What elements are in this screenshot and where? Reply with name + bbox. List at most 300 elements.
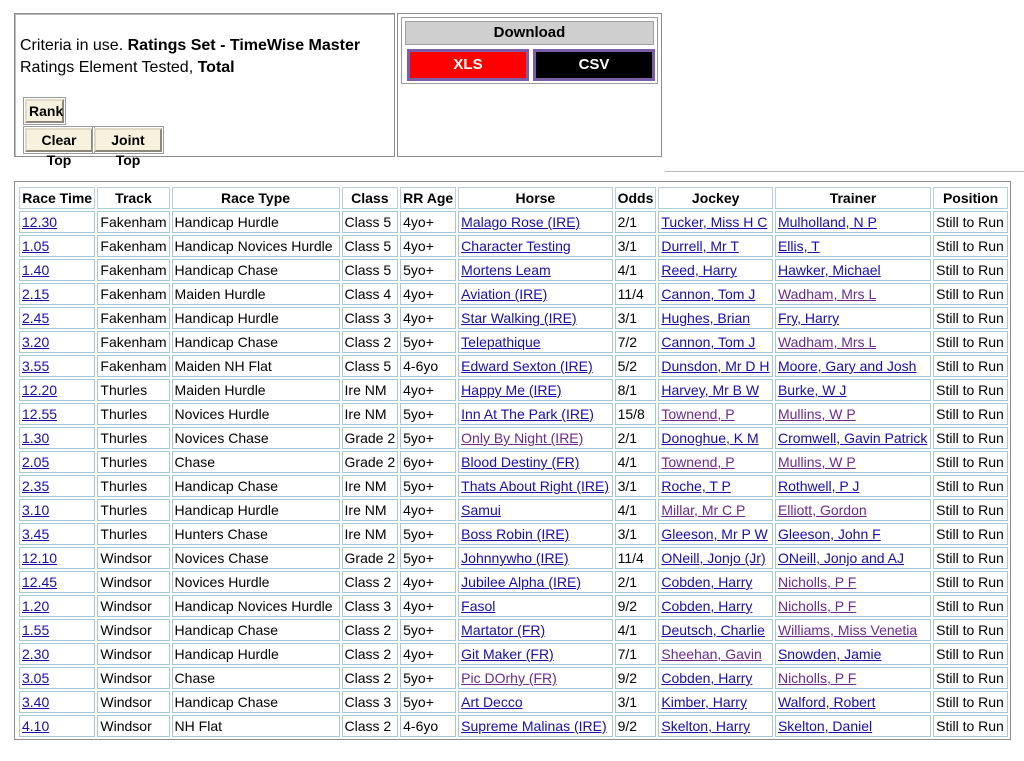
odds-cell-cell: 2/1 [615,571,657,593]
age-cell-cell: 5yo+ [400,547,456,569]
trainer-link[interactable]: Rothwell, P J [777,478,860,494]
jockey-cell [658,475,773,497]
race-time-cell [19,235,95,257]
race-time-link[interactable]: 12.55 [22,406,58,422]
race-time-link[interactable]: 2.35 [22,478,50,494]
horse-cell [458,667,612,689]
horse-cell [458,451,612,473]
odds-cell-cell: 9/2 [615,595,657,617]
position-cell-cell: Still to Run [933,427,1008,449]
trainer-link[interactable]: Williams, Miss Venetia [777,622,918,638]
trainer-link[interactable]: Cromwell, Gavin Patrick [777,430,928,446]
trainer-link[interactable]: Wadham, Mrs L [777,286,877,302]
track-cell-cell: Fakenham [97,259,169,281]
jockey-link[interactable]: Hughes, Brian [661,310,751,326]
table-row [19,259,1008,281]
column-header-class: Class [342,187,399,209]
class-cell-cell: Class 2 [342,643,399,665]
horse-cell [458,355,612,377]
position-cell-cell: Still to Run [933,451,1008,473]
ratings-element-value: Total [197,59,235,76]
horse-cell [458,283,612,305]
horse-link[interactable]: Johnnywho (IRE) [461,550,569,566]
age-cell-cell: 5yo+ [400,523,456,545]
horse-cell [458,691,612,713]
download-title: Download [405,21,654,45]
horse-cell [458,403,612,425]
ratings-element-label: Ratings Element Tested, [20,59,194,76]
age-cell-cell: 4yo+ [400,283,456,305]
horse-link[interactable]: Happy Me (IRE) [461,382,562,398]
jockey-link[interactable]: Durrell, Mr T [661,238,739,254]
trainer-cell [775,619,931,641]
trainer-link[interactable]: ONeill, Jonjo and AJ [777,550,905,566]
trainer-link[interactable]: Nicholls, P F [777,670,857,686]
table-row [19,523,1008,545]
race-time-link[interactable]: 12.45 [22,574,58,590]
horse-cell [458,499,612,521]
table-row [19,619,1008,641]
horse-cell [458,331,612,353]
odds-cell-cell: 3/1 [615,523,657,545]
horse-link[interactable]: Fasol [461,598,496,614]
criteria-prefix: Criteria in use. [20,37,124,54]
odds-cell-cell: 9/2 [615,667,657,689]
odds-cell-cell: 2/1 [615,427,657,449]
class-cell-cell: Grade 2 [342,547,399,569]
jockey-link[interactable]: Harvey, Mr B W [661,382,760,398]
trainer-link[interactable]: Ellis, T [777,238,820,254]
column-header-race-time: Race Time [19,187,95,209]
jockey-link[interactable]: Townend, P [661,406,735,422]
race-time-link[interactable]: 12.10 [22,550,58,566]
divider [665,171,1024,172]
position-cell-cell: Still to Run [933,619,1008,641]
trainer-link[interactable]: Gleeson, John F [777,526,881,542]
horse-link[interactable]: Martator (FR) [461,622,546,638]
horse-link[interactable]: Edward Sexton (IRE) [461,358,593,374]
horse-cell [458,595,612,617]
horse-link[interactable]: Boss Robin (IRE) [461,526,570,542]
odds-cell-cell: 4/1 [615,451,657,473]
track-cell-cell: Thurles [97,403,169,425]
horse-cell [458,547,612,569]
race-time-link[interactable]: 1.40 [22,262,50,278]
track-cell-cell: Thurles [97,427,169,449]
position-cell-cell: Still to Run [933,283,1008,305]
trainer-cell [775,523,931,545]
jockey-cell [658,715,773,737]
horse-link[interactable]: Mortens Leam [461,262,551,278]
jockey-link[interactable]: Cobden, Harry [661,574,753,590]
jockey-link[interactable]: Cannon, Tom J [661,334,756,350]
class-cell-cell: Class 3 [342,691,399,713]
trainer-cell [775,691,931,713]
class-cell-cell: Class 2 [342,667,399,689]
trainer-link[interactable]: Elliott, Gordon [777,502,867,518]
position-cell-cell: Still to Run [933,667,1008,689]
horse-link[interactable]: Aviation (IRE) [461,286,548,302]
horse-link[interactable]: Git Maker (FR) [461,646,554,662]
odds-cell-cell: 3/1 [615,235,657,257]
jockey-link[interactable]: Roche, T P [661,478,731,494]
track-cell-cell: Windsor [97,643,169,665]
jockey-cell [658,691,773,713]
class-cell-cell: Class 3 [342,595,399,617]
odds-cell-cell: 2/1 [615,211,657,233]
trainer-cell [775,211,931,233]
race-time-link[interactable]: 1.05 [22,238,50,254]
horse-cell [458,379,612,401]
jockey-link[interactable]: Dunsdon, Mr D H [661,358,770,374]
class-cell-cell: Ire NM [342,403,399,425]
race-time-link[interactable]: 4.10 [22,718,50,734]
position-cell-cell: Still to Run [933,211,1008,233]
jockey-cell [658,235,773,257]
jockey-link[interactable]: Gleeson, Mr P W [661,526,768,542]
race-type-cell-cell: Handicap Novices Hurdle [172,595,340,617]
column-header-jockey: Jockey [658,187,773,209]
race-type-cell-cell: Handicap Chase [172,331,340,353]
race-type-cell-cell: Handicap Hurdle [172,307,340,329]
trainer-cell [775,235,931,257]
race-time-cell [19,643,95,665]
class-cell-cell: Class 5 [342,235,399,257]
horse-link[interactable]: Inn At The Park (IRE) [461,406,594,422]
trainer-cell [775,403,931,425]
age-cell-cell: 4yo+ [400,379,456,401]
horse-cell [458,643,612,665]
race-time-link[interactable]: 12.30 [22,214,58,230]
trainer-cell [775,355,931,377]
race-type-cell-cell: Maiden Hurdle [172,283,340,305]
trainer-cell [775,283,931,305]
race-time-cell [19,523,95,545]
jockey-cell [658,523,773,545]
trainer-cell [775,307,931,329]
table-row [19,283,1008,305]
rank-button[interactable]: Rank [25,99,64,123]
jockey-cell [658,427,773,449]
position-cell-cell: Still to Run [933,523,1008,545]
trainer-link[interactable]: Nicholls, P F [777,598,857,614]
race-time-cell [19,715,95,737]
position-cell-cell: Still to Run [933,691,1008,713]
jockey-link[interactable]: ONeill, Jonjo (Jr) [661,550,766,566]
trainer-cell [775,259,931,281]
age-cell-cell: 4yo+ [400,571,456,593]
jockey-link[interactable]: Cannon, Tom J [661,286,756,302]
horse-link[interactable]: Jubilee Alpha (IRE) [461,574,582,590]
table-row [19,403,1008,425]
position-cell-cell: Still to Run [933,355,1008,377]
table-row [19,307,1008,329]
trainer-cell [775,547,931,569]
trainer-link[interactable]: Skelton, Daniel [777,718,873,734]
table-row [19,475,1008,497]
horse-link[interactable]: Pic DOrhy (FR) [461,670,557,686]
odds-cell-cell: 7/2 [615,331,657,353]
jockey-link[interactable]: Townend, P [661,454,735,470]
race-time-cell [19,619,95,641]
horse-cell [458,211,612,233]
race-type-cell-cell: Handicap Chase [172,691,340,713]
table-row [19,211,1008,233]
trainer-cell [775,475,931,497]
race-time-link[interactable]: 1.20 [22,598,50,614]
odds-cell-cell: 7/1 [615,643,657,665]
jockey-link[interactable]: Millar, Mr C P [661,502,746,518]
csv-download-button[interactable]: CSV [533,49,655,81]
horse-cell [458,235,612,257]
race-time-link[interactable]: 3.10 [22,502,50,518]
age-cell-cell: 5yo+ [400,667,456,689]
table-header-row [19,187,1008,209]
table-row [19,691,1008,713]
age-cell-cell: 4yo+ [400,211,456,233]
table-row [19,667,1008,689]
race-time-link[interactable]: 2.45 [22,310,50,326]
table-row [19,355,1008,377]
criteria-text [20,35,360,79]
class-cell-cell: Class 2 [342,619,399,641]
position-cell-cell: Still to Run [933,547,1008,569]
age-cell-cell: 6yo+ [400,451,456,473]
race-time-cell [19,499,95,521]
table-row [19,499,1008,521]
age-cell-cell: 4-6yo [400,355,456,377]
jockey-link[interactable]: Cobden, Harry [661,598,753,614]
jockey-link[interactable]: Tucker, Miss H C [661,214,768,230]
race-time-link[interactable]: 3.40 [22,694,50,710]
odds-cell-cell: 3/1 [615,307,657,329]
race-time-link[interactable]: 1.30 [22,430,50,446]
track-cell-cell: Windsor [97,667,169,689]
trainer-link[interactable]: Moore, Gary and Josh [777,358,917,374]
race-type-cell-cell: Novices Chase [172,547,340,569]
criteria-panel [14,13,395,168]
race-time-cell [19,667,95,689]
age-cell-cell: 5yo+ [400,403,456,425]
race-type-cell-cell: Novices Hurdle [172,571,340,593]
track-cell-cell: Windsor [97,619,169,641]
age-cell-cell: 4yo+ [400,235,456,257]
table-row [19,331,1008,353]
age-cell-cell: 4yo+ [400,499,456,521]
age-cell-cell: 4yo+ [400,307,456,329]
table-row [19,451,1008,473]
column-header-position: Position [933,187,1008,209]
column-header-odds: Odds [615,187,657,209]
track-cell-cell: Fakenham [97,283,169,305]
jockey-cell [658,259,773,281]
trainer-link[interactable]: Mullins, W P [777,454,856,470]
position-cell-cell: Still to Run [933,403,1008,425]
track-cell-cell: Windsor [97,547,169,569]
horse-link[interactable]: Art Decco [461,694,523,710]
race-type-cell-cell: Handicap Chase [172,259,340,281]
age-cell-cell: 5yo+ [400,475,456,497]
jockey-cell [658,667,773,689]
class-cell-cell: Ire NM [342,523,399,545]
age-cell-cell: 5yo+ [400,691,456,713]
age-cell-cell: 4-6yo [400,715,456,737]
column-header-race-type: Race Type [172,187,340,209]
race-time-link[interactable]: 1.55 [22,622,50,638]
race-time-cell [19,427,95,449]
horse-cell [458,259,612,281]
trainer-link[interactable]: Walford, Robert [777,694,876,710]
race-time-cell [19,595,95,617]
age-cell-cell: 4yo+ [400,595,456,617]
race-time-cell [19,355,95,377]
horse-link[interactable]: Telepathique [461,334,541,350]
track-cell-cell: Windsor [97,571,169,593]
horse-cell [458,475,612,497]
column-header-track: Track [97,187,169,209]
race-time-link[interactable]: 3.45 [22,526,50,542]
jockey-cell [658,307,773,329]
race-type-cell-cell: Maiden NH Flat [172,355,340,377]
race-type-cell-cell: Handicap Chase [172,619,340,641]
jockey-cell [658,283,773,305]
horse-link[interactable]: Blood Destiny (FR) [461,454,580,470]
race-time-cell [19,259,95,281]
horse-link[interactable]: Only By Night (IRE) [461,430,584,446]
horse-cell [458,619,612,641]
results-table [17,185,1010,739]
trainer-link[interactable]: Burke, W J [777,382,847,398]
race-type-cell-cell: Handicap Hurdle [172,643,340,665]
column-header-rr-age: RR Age [400,187,456,209]
horse-link[interactable]: Thats About Right (IRE) [461,478,610,494]
race-time-cell [19,379,95,401]
race-type-cell-cell: Chase [172,667,340,689]
horse-cell [458,307,612,329]
horse-link[interactable]: Character Testing [461,238,571,254]
horse-link[interactable]: Malago Rose (IRE) [461,214,581,230]
class-cell-cell: Grade 2 [342,427,399,449]
table-row [19,235,1008,257]
horse-cell [458,523,612,545]
track-cell-cell: Thurles [97,523,169,545]
jockey-link[interactable]: Skelton, Harry [661,718,751,734]
race-type-cell-cell: Handicap Hurdle [172,499,340,521]
race-time-cell [19,331,95,353]
position-cell-cell: Still to Run [933,643,1008,665]
position-cell-cell: Still to Run [933,571,1008,593]
race-type-cell-cell: Chase [172,451,340,473]
track-cell-cell: Thurles [97,379,169,401]
jockey-link[interactable]: Sheehan, Gavin [661,646,762,662]
track-cell-cell: Thurles [97,475,169,497]
horse-cell [458,427,612,449]
odds-cell-cell: 11/4 [615,547,657,569]
jockey-cell [658,643,773,665]
jockey-link[interactable]: Reed, Harry [661,262,737,278]
track-cell-cell: Fakenham [97,211,169,233]
trainer-cell [775,379,931,401]
track-cell-cell: Fakenham [97,235,169,257]
trainer-link[interactable]: Wadham, Mrs L [777,334,877,350]
class-cell-cell: Class 5 [342,259,399,281]
trainer-link[interactable]: Mulholland, N P [777,214,877,230]
race-time-cell [19,691,95,713]
jockey-cell [658,547,773,569]
table-row [19,547,1008,569]
jockey-cell [658,403,773,425]
race-time-cell [19,307,95,329]
trainer-cell [775,451,931,473]
jockey-cell [658,355,773,377]
odds-cell-cell: 15/8 [615,403,657,425]
xls-download-button[interactable]: XLS [407,49,529,81]
table-row [19,595,1008,617]
trainer-cell [775,427,931,449]
jockey-link[interactable]: Deutsch, Charlie [661,622,765,638]
race-time-cell [19,547,95,569]
trainer-link[interactable]: Hawker, Michael [777,262,881,278]
trainer-link[interactable]: Snowden, Jamie [777,646,882,662]
class-cell-cell: Ire NM [342,475,399,497]
race-time-link[interactable]: 2.15 [22,286,50,302]
race-time-link[interactable]: 2.05 [22,454,50,470]
race-time-link[interactable]: 2.30 [22,646,50,662]
trainer-link[interactable]: Fry, Harry [777,310,840,326]
race-time-link[interactable]: 12.20 [22,382,58,398]
table-row [19,427,1008,449]
odds-cell-cell: 3/1 [615,475,657,497]
trainer-link[interactable]: Nicholls, P F [777,574,857,590]
jockey-cell [658,619,773,641]
race-type-cell-cell: Handicap Novices Hurdle [172,235,340,257]
position-cell-cell: Still to Run [933,499,1008,521]
jockey-cell [658,571,773,593]
trainer-cell [775,667,931,689]
jockey-cell [658,595,773,617]
race-time-link[interactable]: 3.20 [22,334,50,350]
joint-top-button[interactable]: Joint Top [94,128,162,152]
position-cell-cell: Still to Run [933,235,1008,257]
track-cell-cell: Fakenham [97,331,169,353]
results-table-panel [14,181,1011,740]
race-type-cell-cell: Handicap Chase [172,475,340,497]
race-time-link[interactable]: 3.55 [22,358,50,374]
horse-link[interactable]: Supreme Malinas (IRE) [461,718,607,734]
race-time-link[interactable]: 3.05 [22,670,50,686]
track-cell-cell: Thurles [97,499,169,521]
horse-link[interactable]: Samui [461,502,501,518]
clear-top-button[interactable]: Clear Top [25,128,93,152]
track-cell-cell: Windsor [97,715,169,737]
jockey-link[interactable]: Donoghue, K M [661,430,759,446]
class-cell-cell: Ire NM [342,379,399,401]
trainer-cell [775,595,931,617]
trainer-link[interactable]: Mullins, W P [777,406,856,422]
track-cell-cell: Thurles [97,451,169,473]
horse-link[interactable]: Star Walking (IRE) [461,310,577,326]
download-group [401,17,658,84]
track-cell-cell: Fakenham [97,355,169,377]
race-type-cell-cell: Novices Chase [172,427,340,449]
jockey-link[interactable]: Cobden, Harry [661,670,753,686]
jockey-link[interactable]: Kimber, Harry [661,694,747,710]
trainer-cell [775,499,931,521]
ratings-set: Ratings Set - TimeWise Master [127,37,361,54]
odds-cell-cell: 9/2 [615,715,657,737]
jockey-cell [658,451,773,473]
age-cell-cell: 5yo+ [400,619,456,641]
